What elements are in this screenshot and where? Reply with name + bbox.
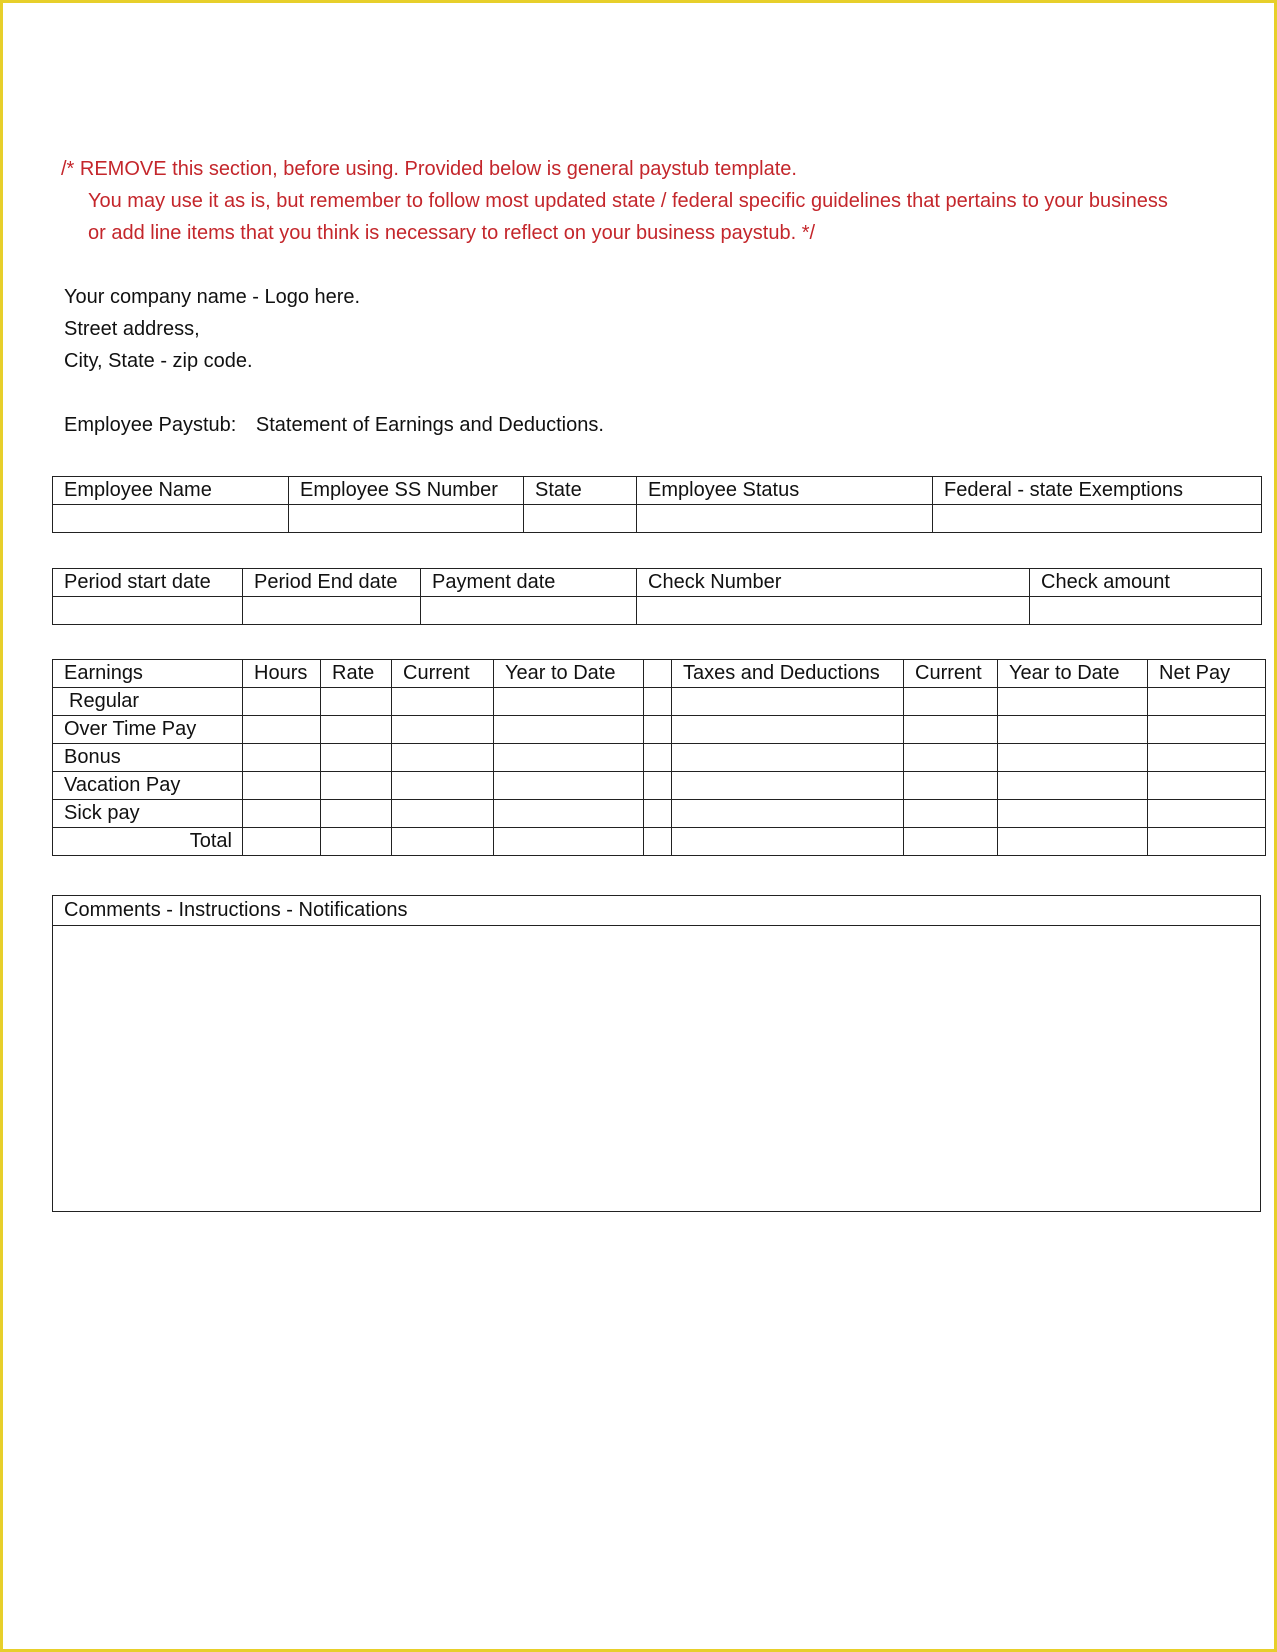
statement-title: Employee Paystub: xyxy=(64,414,237,436)
rate-cell[interactable] xyxy=(321,800,392,828)
period-info-header-row xyxy=(53,569,1262,597)
taxes-deductions-header: Taxes and Deductions xyxy=(672,660,904,688)
rate-cell[interactable] xyxy=(321,688,392,716)
deduction-ytd-cell[interactable] xyxy=(998,772,1148,800)
earnings-header: Earnings xyxy=(53,660,243,688)
hours-cell[interactable] xyxy=(243,800,321,828)
comments-field[interactable] xyxy=(53,926,1260,1206)
current-cell[interactable] xyxy=(392,744,494,772)
deduction-ytd-cell[interactable] xyxy=(998,688,1148,716)
current-total-cell[interactable] xyxy=(392,828,494,856)
employee-status-field[interactable] xyxy=(637,505,933,533)
hours-cell[interactable] xyxy=(243,688,321,716)
earnings-row-label: Bonus xyxy=(53,744,243,772)
deduction-name-cell[interactable] xyxy=(672,800,904,828)
current-cell[interactable] xyxy=(392,772,494,800)
period-info-table xyxy=(52,568,1262,625)
employee-ss-number-field[interactable] xyxy=(289,505,524,533)
exemptions-field[interactable] xyxy=(933,505,1262,533)
hours-header: Hours xyxy=(243,660,321,688)
deduction-current-total-cell[interactable] xyxy=(904,828,998,856)
table-row xyxy=(53,772,1266,800)
spacer-cell xyxy=(644,744,672,772)
earnings-row-label: Regular xyxy=(53,688,243,716)
statement-subtitle: Statement of Earnings and Deductions. xyxy=(255,414,604,436)
rate-cell[interactable] xyxy=(321,772,392,800)
deduction-ytd-cell[interactable] xyxy=(998,716,1148,744)
net-pay-cell[interactable] xyxy=(1148,772,1266,800)
ytd-deductions-header: Year to Date xyxy=(998,660,1148,688)
check-amount-field[interactable] xyxy=(1030,597,1262,625)
company-name: Your company name - Logo here. xyxy=(64,286,361,308)
period-info-value-row xyxy=(53,597,1262,625)
net-pay-header: Net Pay xyxy=(1148,660,1266,688)
earnings-row-label: Sick pay xyxy=(53,800,243,828)
deduction-name-cell[interactable] xyxy=(672,744,904,772)
net-pay-cell[interactable] xyxy=(1148,688,1266,716)
deduction-name-cell[interactable] xyxy=(672,688,904,716)
current-deductions-header: Current xyxy=(904,660,998,688)
period-end-field[interactable] xyxy=(243,597,421,625)
current-earnings-header: Current xyxy=(392,660,494,688)
statement-heading xyxy=(64,409,604,441)
company-address-block xyxy=(64,281,360,377)
total-label: Total xyxy=(53,828,243,856)
ytd-earnings-header: Year to Date xyxy=(494,660,644,688)
employee-ss-number-header: Employee SS Number xyxy=(289,477,524,505)
employee-status-header: Employee Status xyxy=(637,477,933,505)
hours-total-cell[interactable] xyxy=(243,828,321,856)
rate-total-cell[interactable] xyxy=(321,828,392,856)
ytd-cell[interactable] xyxy=(494,688,644,716)
table-row xyxy=(53,800,1266,828)
employee-name-header: Employee Name xyxy=(53,477,289,505)
deduction-current-cell[interactable] xyxy=(904,744,998,772)
spacer-cell xyxy=(644,772,672,800)
deduction-current-cell[interactable] xyxy=(904,688,998,716)
deduction-current-cell[interactable] xyxy=(904,716,998,744)
rate-cell[interactable] xyxy=(321,716,392,744)
check-amount-header: Check amount xyxy=(1030,569,1262,597)
spacer-cell xyxy=(644,716,672,744)
template-note-line-2: You may use it as is, but remember to follow most updated state / federal specific guidelines that pertains to your business xyxy=(88,190,1168,212)
employee-name-field[interactable] xyxy=(53,505,289,533)
period-end-header: Period End date xyxy=(243,569,421,597)
deduction-current-cell[interactable] xyxy=(904,800,998,828)
deduction-name-cell[interactable] xyxy=(672,716,904,744)
comments-label: Comments - Instructions - Notifications xyxy=(53,896,1260,926)
state-field[interactable] xyxy=(524,505,637,533)
check-number-header: Check Number xyxy=(637,569,1030,597)
ytd-cell[interactable] xyxy=(494,800,644,828)
deduction-ytd-cell[interactable] xyxy=(998,800,1148,828)
period-start-field[interactable] xyxy=(53,597,243,625)
ytd-cell[interactable] xyxy=(494,744,644,772)
employee-info-table xyxy=(52,476,1262,533)
ytd-total-cell[interactable] xyxy=(494,828,644,856)
deduction-current-cell[interactable] xyxy=(904,772,998,800)
rate-cell[interactable] xyxy=(321,744,392,772)
net-pay-total-cell[interactable] xyxy=(1148,828,1266,856)
template-note-line-1: /* REMOVE this section, before using. Provided below is general paystub template. xyxy=(61,158,797,180)
company-city: City, State - zip code. xyxy=(64,350,253,372)
current-cell[interactable] xyxy=(392,688,494,716)
total-row xyxy=(53,828,1266,856)
employee-info-header-row xyxy=(53,477,1262,505)
period-start-header: Period start date xyxy=(53,569,243,597)
check-number-field[interactable] xyxy=(637,597,1030,625)
deduction-total-cell[interactable] xyxy=(672,828,904,856)
earnings-row-label: Over Time Pay xyxy=(53,716,243,744)
net-pay-cell[interactable] xyxy=(1148,744,1266,772)
hours-cell[interactable] xyxy=(243,716,321,744)
spacer-cell xyxy=(644,828,672,856)
earnings-header-row xyxy=(53,660,1266,688)
payment-date-field[interactable] xyxy=(421,597,637,625)
state-header: State xyxy=(524,477,637,505)
hours-cell[interactable] xyxy=(243,772,321,800)
spacer-cell xyxy=(644,800,672,828)
table-row xyxy=(53,716,1266,744)
net-pay-cell[interactable] xyxy=(1148,800,1266,828)
current-cell[interactable] xyxy=(392,800,494,828)
rate-header: Rate xyxy=(321,660,392,688)
table-row xyxy=(53,688,1266,716)
template-note xyxy=(61,153,1251,249)
ytd-cell[interactable] xyxy=(494,716,644,744)
table-row xyxy=(53,744,1266,772)
company-street: Street address, xyxy=(64,318,200,340)
deduction-ytd-cell[interactable] xyxy=(998,744,1148,772)
payment-date-header: Payment date xyxy=(421,569,637,597)
spacer-header xyxy=(644,660,672,688)
current-cell[interactable] xyxy=(392,716,494,744)
earnings-deductions-table xyxy=(52,659,1266,856)
ytd-cell[interactable] xyxy=(494,772,644,800)
spacer-cell xyxy=(644,688,672,716)
net-pay-cell[interactable] xyxy=(1148,716,1266,744)
employee-info-value-row xyxy=(53,505,1262,533)
deduction-name-cell[interactable] xyxy=(672,772,904,800)
deduction-ytd-total-cell[interactable] xyxy=(998,828,1148,856)
comments-box xyxy=(52,895,1261,1212)
exemptions-header: Federal - state Exemptions xyxy=(933,477,1262,505)
earnings-row-label: Vacation Pay xyxy=(53,772,243,800)
template-note-line-3: or add line items that you think is necessary to reflect on your business paystub. */ xyxy=(88,222,816,244)
hours-cell[interactable] xyxy=(243,744,321,772)
